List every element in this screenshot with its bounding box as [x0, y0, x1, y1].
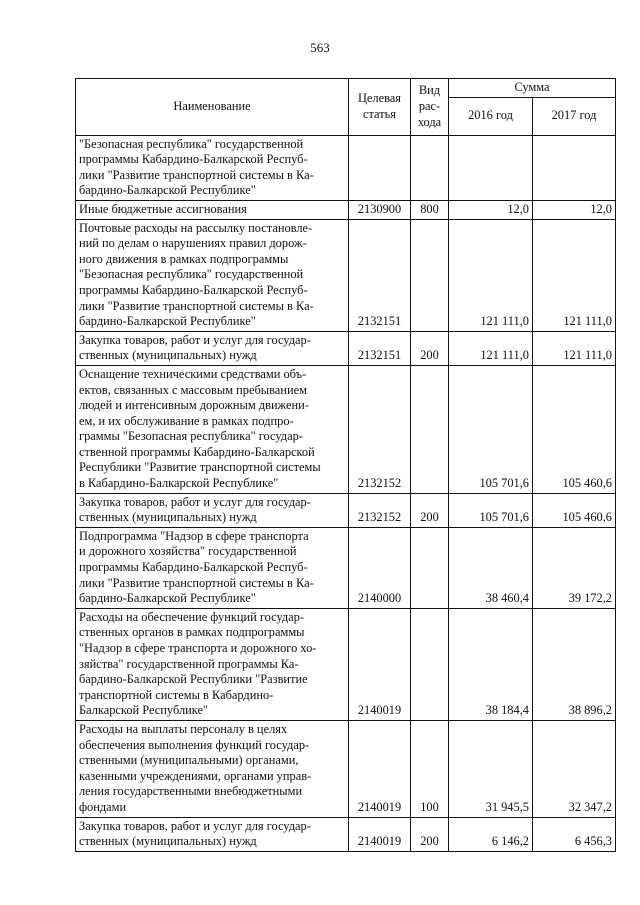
table-row [76, 608, 616, 720]
row-expense-type: 200 [411, 331, 449, 365]
row-sum-2016: 38 184,4 [449, 608, 533, 720]
row-sum-2016: 38 460,4 [449, 527, 533, 608]
row-expense-type: 100 [411, 720, 449, 817]
row-name: Закупка товаров, работ и услуг для государ- ственных (муниципальных) нужд [76, 493, 349, 527]
row-sum-2017: 105 460,6 [533, 365, 616, 493]
table-row [76, 817, 616, 851]
row-expense-type [411, 365, 449, 493]
row-name: Расходы на выплаты персоналу в целях обеспечения выполнения функций государ- ственными (муниципальными) органами, казенными учреждениями, органами управ- ления государственными внебюджетными фондами [76, 720, 349, 817]
table-row [76, 219, 616, 331]
table-row [76, 200, 616, 219]
row-target-code: 2132152 [349, 493, 411, 527]
table-row [76, 365, 616, 493]
row-name: Почтовые расходы на рассылку постановле- ний по делам о нарушениях правил дорож- ного движения в рамках подпрограммы "Безопасная республика" государственной программы Кабардино-Балкарской Респуб- лики "Развитие транспортной системы в Ка- бардино-Балкарской Республике" [76, 219, 349, 331]
row-expense-type [411, 527, 449, 608]
row-name: Иные бюджетные ассигнования [76, 200, 349, 219]
row-target-code: 2140019 [349, 817, 411, 851]
table-row [76, 135, 616, 200]
row-name: Оснащение техническими средствами объ- ектов, связанных с массовым пребыванием людей и интенсивным дорожным движени- ем, и их обслуживание в рамках подпро- граммы "Безопасная республика" государ- ственной программы Кабардино-Балкарской Республики "Развитие транспортной системы в Кабардино-Балкарской Республике" [76, 365, 349, 493]
row-expense-type: 200 [411, 817, 449, 851]
header-year-2016: 2016 год [449, 97, 533, 135]
page-number: 563 [310, 40, 330, 55]
header-code: Целевая статья [349, 79, 411, 136]
row-target-code: 2130900 [349, 200, 411, 219]
row-name: Закупка товаров, работ и услуг для государ- ственных (муниципальных) нужд [76, 817, 349, 851]
row-sum-2017: 6 456,3 [533, 817, 616, 851]
row-sum-2016: 105 701,6 [449, 493, 533, 527]
row-sum-2016 [449, 135, 533, 200]
row-target-code: 2140019 [349, 720, 411, 817]
row-sum-2017: 39 172,2 [533, 527, 616, 608]
row-target-code: 2140019 [349, 608, 411, 720]
row-sum-2016: 6 146,2 [449, 817, 533, 851]
row-target-code: 2140000 [349, 527, 411, 608]
row-sum-2016: 12,0 [449, 200, 533, 219]
row-sum-2017: 32 347,2 [533, 720, 616, 817]
budget-table [75, 78, 616, 852]
row-sum-2016: 121 111,0 [449, 331, 533, 365]
row-sum-2017: 121 111,0 [533, 219, 616, 331]
row-target-code [349, 135, 411, 200]
header-year-2017: 2017 год [533, 97, 616, 135]
table-row [76, 720, 616, 817]
row-target-code: 2132151 [349, 331, 411, 365]
row-target-code: 2132151 [349, 219, 411, 331]
table-row [76, 493, 616, 527]
table-row [76, 527, 616, 608]
row-expense-type [411, 219, 449, 331]
row-sum-2017: 121 111,0 [533, 331, 616, 365]
row-name: Расходы на обеспечение функций государ- ственных органов в рамках подпрограммы "Надзор в сфере транспорта и дорожного хо- зяйства" государственной программы Ка- бардино-Балкарской Республики "Развитие транспортной системы в Кабардино- Балкарской Республике" [76, 608, 349, 720]
header-type: Вид рас-хода [411, 79, 449, 136]
row-expense-type: 800 [411, 200, 449, 219]
row-expense-type: 200 [411, 493, 449, 527]
header-sum: Сумма [449, 79, 616, 98]
row-sum-2016: 31 945,5 [449, 720, 533, 817]
row-name: Закупка товаров, работ и услуг для государ- ственных (муниципальных) нужд [76, 331, 349, 365]
row-name: "Безопасная республика" государственной программы Кабардино-Балкарской Респуб- лики "Развитие транспортной системы в Ка- бардино-Балкарской Республике" [76, 135, 349, 200]
row-sum-2017: 12,0 [533, 200, 616, 219]
row-sum-2017: 38 896,2 [533, 608, 616, 720]
row-expense-type [411, 608, 449, 720]
row-name: Подпрограмма "Надзор в сфере транспорта и дорожного хозяйства" государственной программы Кабардино-Балкарской Респуб- лики "Развитие транспортной системы в Ка- бардино-Балкарской Республике" [76, 527, 349, 608]
header-name: Наименование [76, 79, 349, 136]
row-sum-2017: 105 460,6 [533, 493, 616, 527]
row-sum-2016: 121 111,0 [449, 219, 533, 331]
row-target-code: 2132152 [349, 365, 411, 493]
row-expense-type [411, 135, 449, 200]
row-sum-2017 [533, 135, 616, 200]
table-row [76, 331, 616, 365]
row-sum-2016: 105 701,6 [449, 365, 533, 493]
